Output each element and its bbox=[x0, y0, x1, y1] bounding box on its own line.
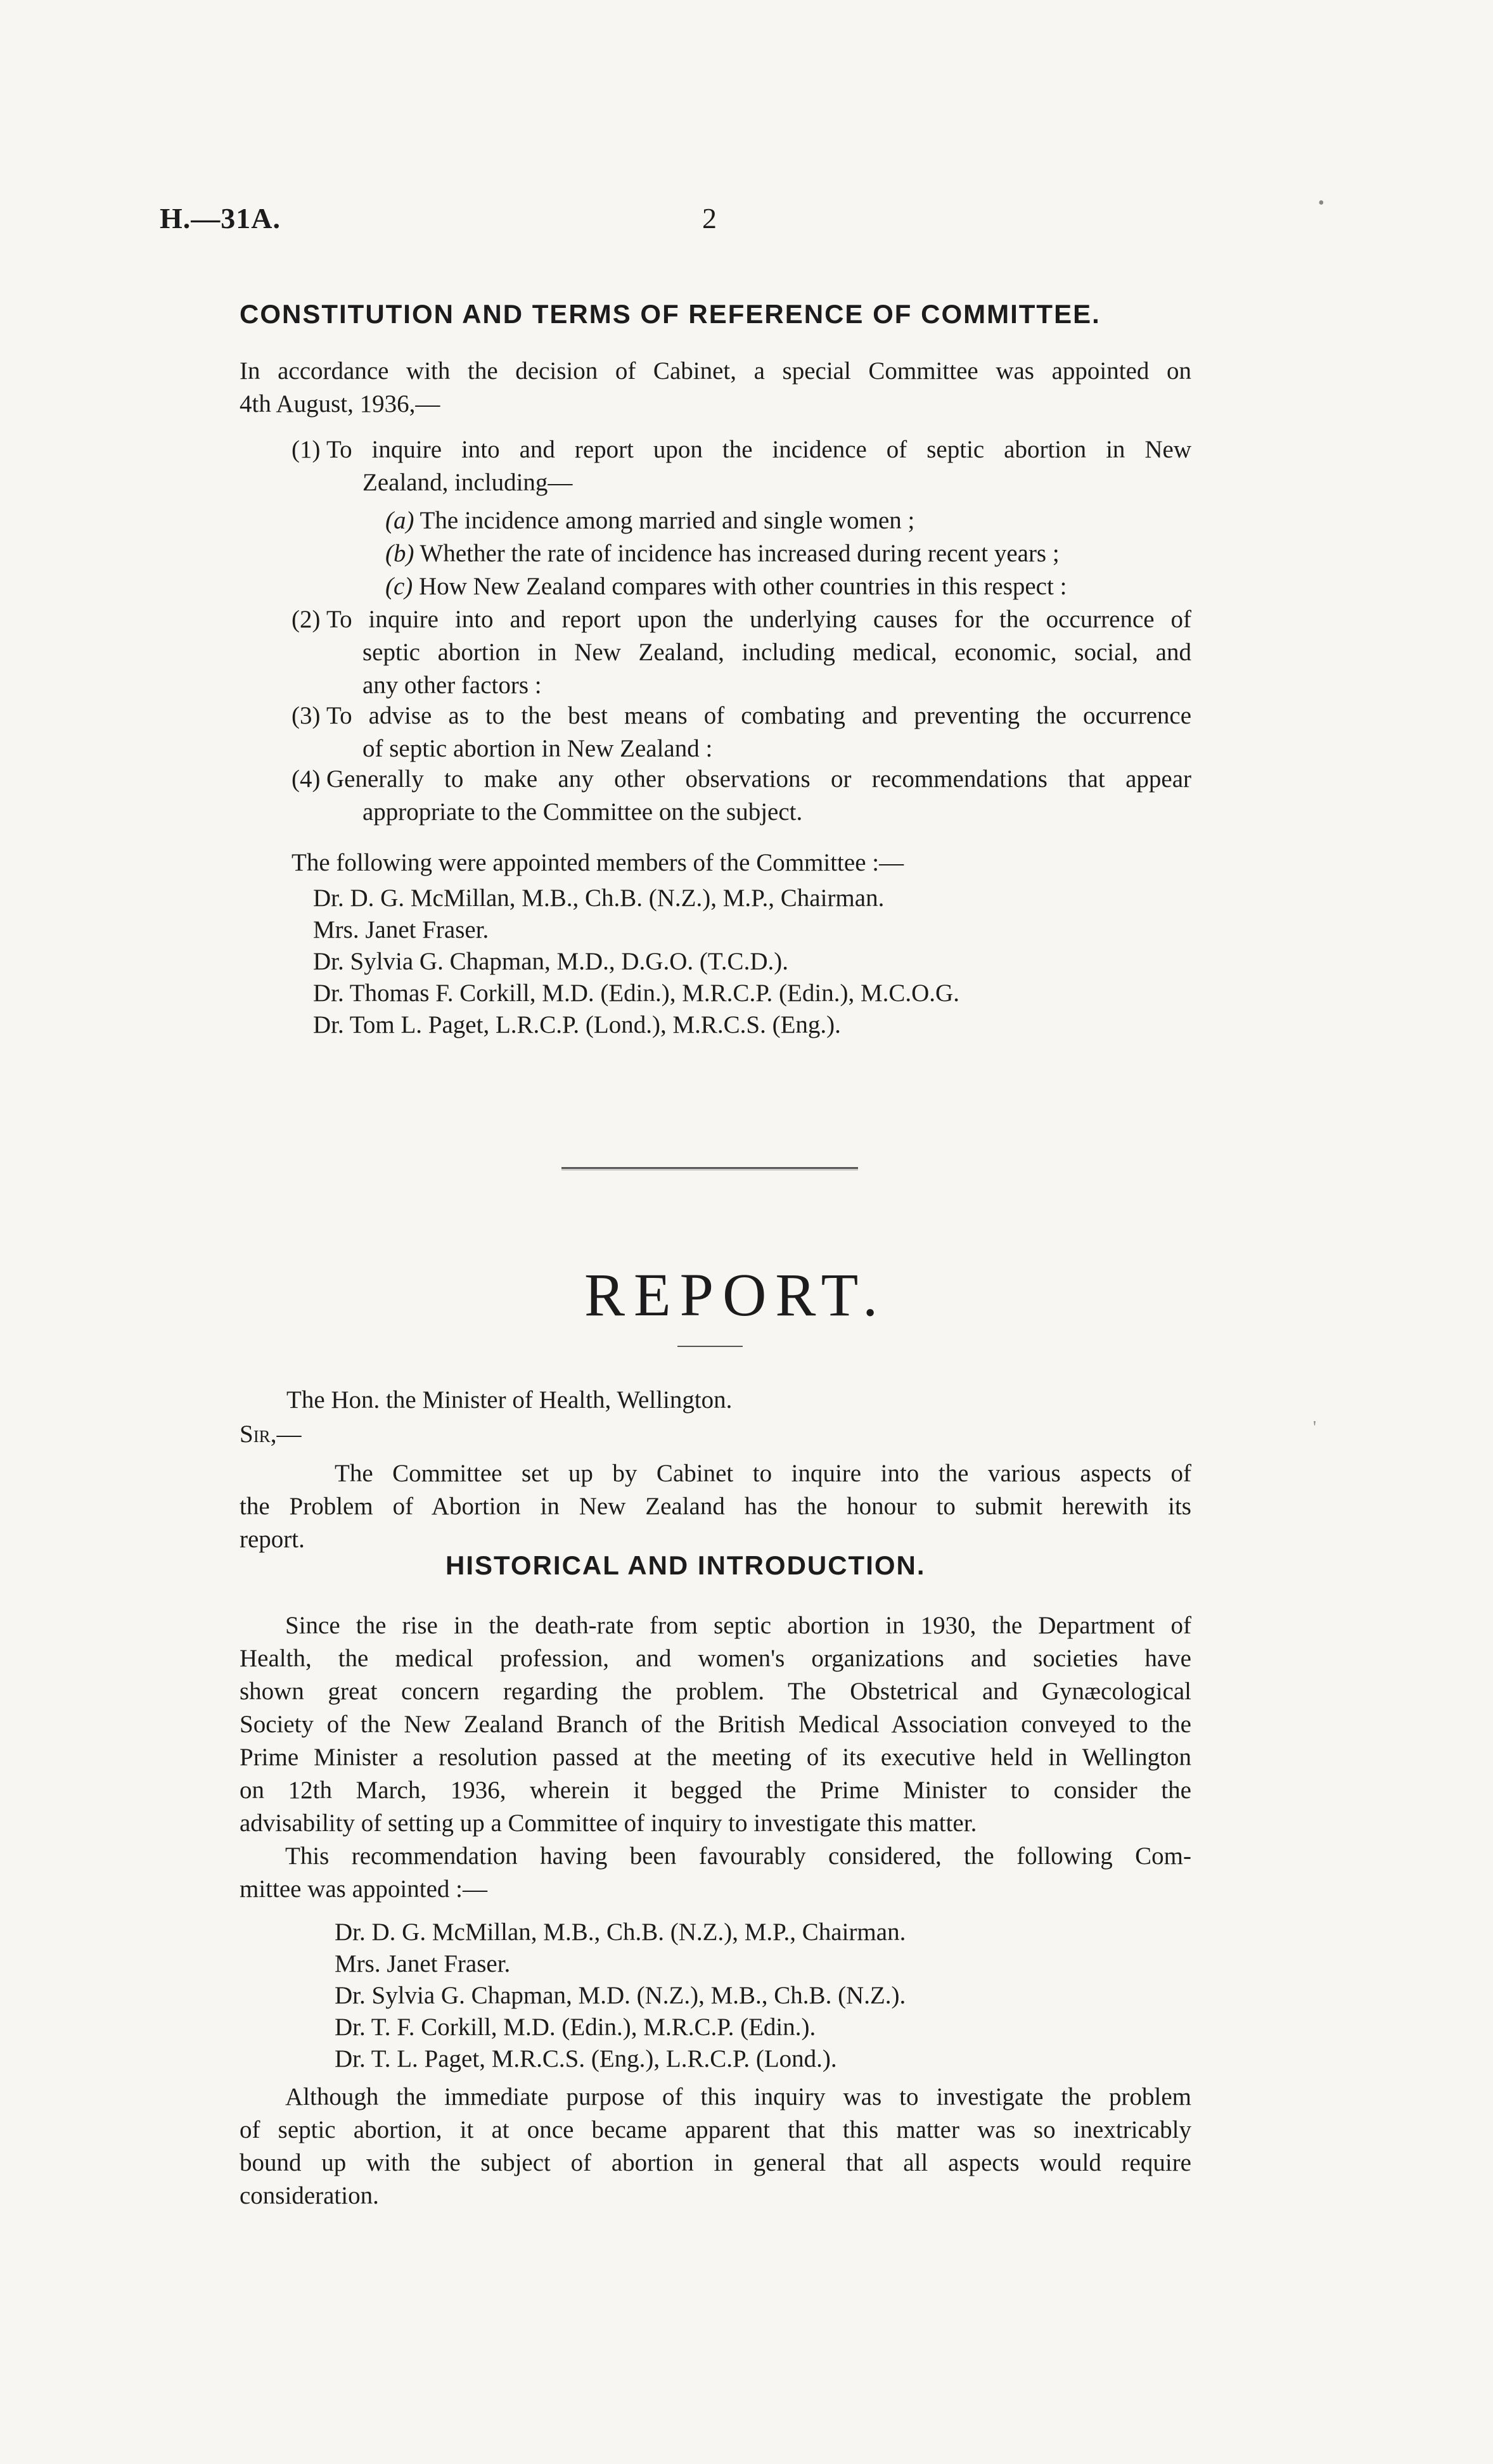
item-line: Zealand, including— bbox=[362, 469, 573, 496]
item-number: (2) bbox=[292, 606, 321, 633]
report-title: REPORT. bbox=[584, 1261, 887, 1329]
subitem-label: (c) bbox=[385, 573, 413, 600]
subitem-c bbox=[385, 570, 1067, 603]
item-number: (3) bbox=[292, 702, 321, 729]
opening-line: the Problem of Abortion in New Zealand has the honour to submit herewith its bbox=[240, 1493, 1191, 1520]
para-line: on 12th March, 1936, wherein it begged the Prime Minister to consider the bbox=[240, 1777, 1191, 1804]
subitem-b bbox=[385, 537, 1060, 570]
report-salutation: Sir,— bbox=[240, 1420, 302, 1448]
terms-item-4 bbox=[292, 763, 1191, 829]
subitem-label: (b) bbox=[385, 540, 414, 567]
item-line: To inquire into and report upon the incidence of septic abortion in New bbox=[326, 436, 1191, 463]
stray-mark: • bbox=[1318, 193, 1324, 213]
intro-line-1: In accordance with the decision of Cabinet, a special Committee was appointed on bbox=[240, 357, 1191, 385]
page-number: 2 bbox=[702, 202, 717, 234]
item-number: (4) bbox=[292, 765, 321, 793]
item-line: septic abortion in New Zealand, including medical, economic, social, and bbox=[362, 639, 1191, 666]
item-line: any other factors : bbox=[362, 672, 542, 699]
stray-mark: ' bbox=[1313, 1418, 1317, 1438]
item-line: Generally to make any other observations or recommendations that appear bbox=[326, 765, 1191, 793]
subitem-a bbox=[385, 504, 914, 537]
para-line: of septic abortion, it at once became apparent that this matter was so inextricably bbox=[240, 2116, 1191, 2143]
member-item: Mrs. Janet Fraser. bbox=[335, 1950, 511, 1977]
member-item: Mrs. Janet Fraser. bbox=[313, 916, 489, 943]
section-divider bbox=[561, 1167, 858, 1169]
para-line: advisability of setting up a Committee of inquiry to investigate this matter. bbox=[240, 1810, 977, 1837]
historical-paragraph-2 bbox=[240, 1840, 1191, 1906]
member-item: Dr. T. L. Paget, M.R.C.S. (Eng.), L.R.C.P. (Lond.). bbox=[335, 2045, 837, 2072]
page-code: H.—31A. bbox=[160, 202, 281, 234]
para-line: Since the rise in the death-rate from septic abortion in 1930, the Department of bbox=[285, 1612, 1191, 1639]
subitem-label: (a) bbox=[385, 507, 414, 534]
item-line: appropriate to the Committee on the subject. bbox=[362, 798, 803, 826]
member-item: Dr. T. F. Corkill, M.D. (Edin.), M.R.C.P. (Edin.). bbox=[335, 2014, 816, 2041]
para-line: shown great concern regarding the problem. The Obstetrical and Gynæcological bbox=[240, 1678, 1191, 1705]
para-line: Although the immediate purpose of this inquiry was to investigate the problem bbox=[285, 2083, 1191, 2110]
para-line: consideration. bbox=[240, 2182, 379, 2209]
historical-paragraph-3 bbox=[240, 2081, 1191, 2212]
subitem-text: How New Zealand compares with other countries in this respect : bbox=[419, 573, 1067, 600]
member-item: Dr. Sylvia G. Chapman, M.D., D.G.O. (T.C.D.). bbox=[313, 948, 788, 975]
terms-item-2 bbox=[292, 603, 1191, 702]
historical-paragraph-1 bbox=[240, 1609, 1191, 1840]
report-opening bbox=[240, 1457, 1191, 1556]
constitution-intro bbox=[240, 355, 1191, 421]
subitem-text: Whether the rate of incidence has increased during recent years ; bbox=[420, 540, 1060, 567]
title-underline bbox=[677, 1346, 743, 1347]
members-intro: The following were appointed members of the Committee :— bbox=[292, 849, 904, 876]
intro-line-2: 4th August, 1936,— bbox=[240, 390, 440, 418]
historical-heading: HISTORICAL AND INTRODUCTION. bbox=[445, 1550, 926, 1580]
para-line: bound up with the subject of abortion in general that all aspects would require bbox=[240, 2149, 1191, 2176]
para-line: Society of the New Zealand Branch of the British Medical Association conveyed to the bbox=[240, 1711, 1191, 1738]
opening-line: The Committee set up by Cabinet to inquire into the various aspects of bbox=[335, 1460, 1191, 1487]
member-item: Dr. D. G. McMillan, M.B., Ch.B. (N.Z.), M.P., Chairman. bbox=[313, 884, 885, 912]
para-line: This recommendation having been favourably considered, the following Com- bbox=[285, 1842, 1191, 1870]
member-item: Dr. Tom L. Paget, L.R.C.P. (Lond.), M.R.C.S. (Eng.). bbox=[313, 1011, 841, 1038]
member-item: Dr. Thomas F. Corkill, M.D. (Edin.), M.R.C.P. (Edin.), M.C.O.G. bbox=[313, 980, 959, 1007]
report-addressee: The Hon. the Minister of Health, Wellington. bbox=[286, 1386, 733, 1414]
item-line: To inquire into and report upon the underlying causes for the occurrence of bbox=[326, 606, 1191, 633]
member-item: Dr. Sylvia G. Chapman, M.D. (N.Z.), M.B., Ch.B. (N.Z.). bbox=[335, 1982, 906, 2009]
item-number: (1) bbox=[292, 436, 321, 463]
subitem-text: The incidence among married and single women ; bbox=[420, 507, 915, 534]
item-line: of septic abortion in New Zealand : bbox=[362, 735, 713, 762]
constitution-heading: CONSTITUTION AND TERMS OF REFERENCE OF COMMITTEE. bbox=[240, 299, 1101, 329]
terms-item-1 bbox=[292, 433, 1191, 499]
para-line: mittee was appointed :— bbox=[240, 1875, 487, 1903]
para-line: Health, the medical profession, and women's organizations and societies have bbox=[240, 1645, 1191, 1672]
para-line: Prime Minister a resolution passed at the meeting of its executive held in Wellington bbox=[240, 1744, 1191, 1771]
item-line: To advise as to the best means of combating and preventing the occurrence bbox=[326, 702, 1191, 729]
terms-subitems bbox=[385, 504, 1191, 603]
terms-item-3 bbox=[292, 699, 1191, 765]
opening-line: report. bbox=[240, 1526, 305, 1553]
member-item: Dr. D. G. McMillan, M.B., Ch.B. (N.Z.), M.P., Chairman. bbox=[335, 1918, 906, 1946]
